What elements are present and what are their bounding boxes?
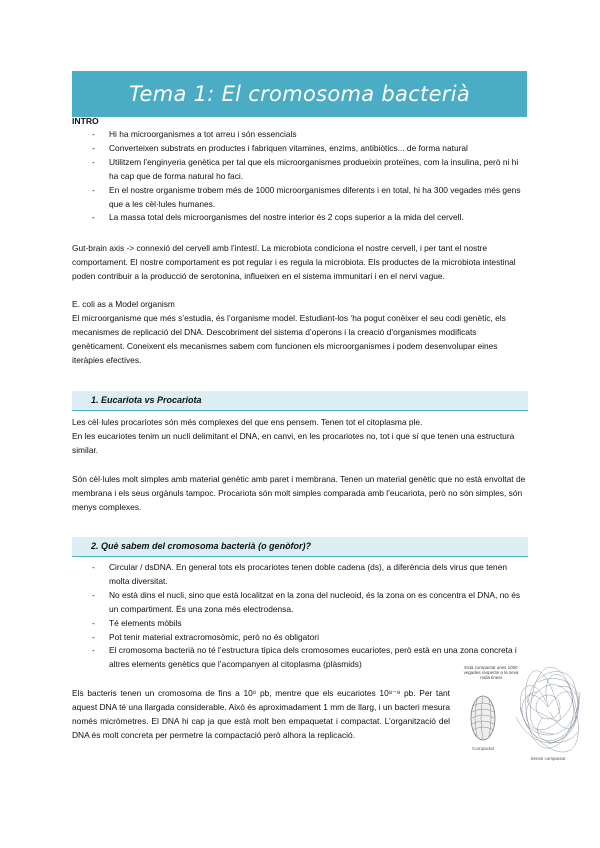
section-1-paragraph-1: Les cèl·lules procariotes són més complexes del que ens pensem. Tenen tot el citoplasma ple.	[72, 417, 423, 427]
section-1-header	[72, 391, 528, 411]
page-title: Tema 1: El cromosoma bacterià	[128, 82, 471, 106]
section-1-title: 1. Eucariota vs Procariota	[91, 395, 202, 405]
list-item: - Converteixen substrats en productes i fabriquen vitamines, enzims, antibiòtics... de forma natural	[92, 142, 468, 153]
list-item: - Utilitzem l’enginyeria genètica per tal que els microorganismes produeixin proteïnes, com la insulina, però ni hi ha cap que de forma natural ho faci.	[92, 156, 519, 181]
svg-text:Sense compactar: Sense compactar	[530, 756, 566, 761]
figure-caption-top: Està compactat unes 1000 vegades respecte a la seva mida lineal	[463, 665, 519, 681]
section-1-paragraph-3: Són cèl·lules molt simples amb material genètic amb paret i membrana. Tenen un material genètic que no està envoltat de membrana i els seus orgànuls tampoc. Procariota són molt simples comparada amb l’eucariota, però no són simples, són menys complexes.	[72, 474, 526, 512]
list-item: - En el nostre organisme trobem més de 1000 microorganismes diferents i en total, hi ha 300 vegades més gens que a les cèl·lules humanes.	[92, 184, 521, 209]
gut-brain-paragraph: Gut-brain axis -> connexió del cervell amb l’intestí. La microbiota condiciona el nostre cervell, i per tant el nostre comportament. El nostre comportament es pot regular i es regula la microbiota. Els productes de la microbiota intestinal poden contribuir a la producció de serotonina, influeixen en el sistema immunitari i en el nervi vague.	[72, 243, 516, 281]
list-item: - Hi ha microorganismes a tot arreu i són essencials	[92, 129, 297, 139]
list-item: - Té elements mòbils	[92, 617, 182, 628]
list-item: - No està dins el nucli, sino que està localitzat en la zona del nucleoid, és la zona on es concentra el DNA, no és un compartiment. És una zona més electrodensa.	[92, 589, 521, 614]
intro-bullet-list	[72, 128, 528, 225]
list-item: - Circular / dsDNA. En general tots els procariotes tenen doble cadena (ds), a diferència dels virus que tenen molta diversitat.	[92, 562, 508, 586]
uncompacted-dna-figure	[508, 662, 586, 762]
svg-text:Compactat: Compactat	[472, 746, 494, 751]
section-1-paragraph-2: En les eucariotes tenim un nucli delimitant el DNA, en canvi, en les procariotes no, tot i que sí que tenen una estructura similar.	[72, 431, 515, 455]
list-item: - Pot tenir material extracromosòmic, però no és obligatori	[92, 631, 319, 642]
ecoli-heading: E. coli as a Model organism	[72, 299, 175, 309]
intro-heading: INTRO	[72, 116, 99, 126]
section-2-title: 2. Què sabem del cromosoma bacterià (o genòfor)?	[91, 541, 312, 551]
list-item: - El cromosoma bacterià no té l’estructura típica dels cromosomes eucariotes, però està en una zona concreta i altres elements genètics que l’acompanyen al citoplasma (plàsmids)	[92, 645, 517, 670]
title-banner	[72, 71, 527, 117]
list-item: - La massa total dels microorganismes del nostre interior és 2 cops superior a la mida del cervell.	[92, 212, 464, 223]
chromosome-size-paragraph: Els bacteris tenen un cromosoma de fins a 10⁶ pb, mentre que els eucariotes 10⁸⁻⁹ pb. Per tant aquest DNA té una llargada considerable. Això és aproximadament 1 mm de llarg, i un bacteri mesura només micròmetres. El DNA hi cap ja que està molt ben empaquetat i compactat. L’organització del DNA és molt concreta per permetre la compactació però alhora la replicació.	[72, 688, 450, 740]
ecoli-paragraph: El microorganisme que més s’estudia, és l’organisme model. Estudiant-los ‘ha pogut conèixer el seu codi genètic, els mecanismes de replicació del DNA. Descobriment del sistema d’operons i la creació d’organismes modificats genèticament. Coneixent els mecanismes sabem com funcionen els microorganismes i podem desenvolupar eines iteràpies efectives.	[72, 313, 506, 365]
section-2-header	[72, 537, 528, 557]
section-2-bullet-list	[72, 561, 528, 672]
